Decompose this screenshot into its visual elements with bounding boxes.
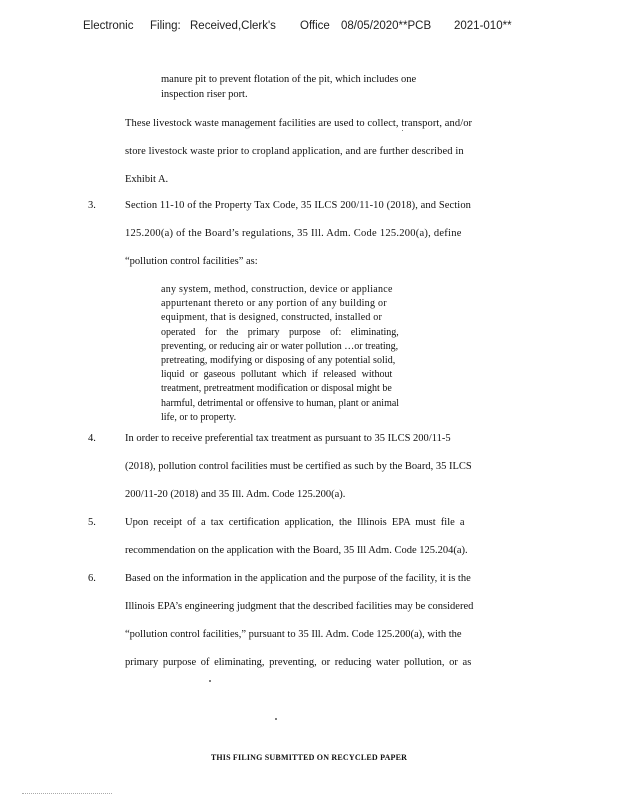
paragraph-line: recommendation on the application with the Board, 35 Ill Adm. Code 125.204(a). — [125, 545, 468, 556]
quote-line: any system, method, construction, device or appliance — [161, 284, 393, 295]
item-5-text — [125, 509, 468, 565]
quote-line: preventing, or reducing air or water pollution …or treating, — [161, 340, 399, 352]
continuation-line-2: inspection riser port. — [161, 89, 248, 100]
item-3-text — [125, 192, 471, 276]
paragraph-line: 200/11-20 (2018) and 35 Ill. Adm. Code 125.200(a). — [125, 489, 346, 500]
quote-line: operated for the primary purpose of: eliminating, — [161, 326, 399, 338]
item-4-number: 4. — [88, 433, 96, 444]
header-received: Received,Clerk's — [190, 20, 276, 32]
header-electronic: Electronic — [83, 20, 134, 32]
pollution-control-definition-quote — [161, 283, 451, 425]
paragraph-line: (2018), pollution control facilities must be certified as such by the Board, 35 ILCS — [125, 461, 472, 472]
paragraph-line: Illinois EPA’s engineering judgment that the described facilities may be considered — [125, 601, 474, 612]
paragraph-line: Upon receipt of a tax certification application, the Illinois EPA must file a — [125, 517, 465, 528]
paragraph-line: “pollution control facilities,” pursuant to 35 Ill. Adm. Code 125.200(a), with the — [125, 629, 462, 640]
paragraph-line: 125.200(a) of the Board’s regulations, 35 Ill. Adm. Code 125.200(a), define — [125, 228, 462, 239]
quote-line: pretreating, modifying or disposing of any potential solid, — [161, 355, 396, 367]
paragraph-line: primary purpose of eliminating, preventing, or reducing water pollution, or as — [125, 657, 472, 668]
quote-line: liquid or gaseous pollutant which if released without — [161, 369, 393, 381]
scan-speck — [402, 130, 403, 131]
paragraph-line: Exhibit A. — [125, 174, 169, 185]
paragraph-line: These livestock waste management facilities are used to collect, transport, and/or — [125, 118, 473, 129]
item-6-text — [125, 565, 473, 677]
item-5-number: 5. — [88, 517, 96, 528]
item-3-number: 3. — [88, 200, 96, 211]
paragraph-line: Section 11-10 of the Property Tax Code, 35 ILCS 200/11-10 (2018), and Section — [125, 200, 472, 211]
paragraph-line: In order to receive preferential tax treatment as pursuant to 35 ILCS 200/11-5 — [125, 433, 451, 444]
quote-line: equipment, that is designed, constructed, installed or — [161, 312, 383, 324]
quote-line: appurtenant thereto or any portion of any building or — [161, 298, 387, 310]
bottom-edge-mark — [22, 793, 112, 794]
paragraph-line: “pollution control facilities” as: — [125, 256, 258, 267]
header-case-number: 2021-010** — [454, 20, 512, 32]
quote-line: harmful, detrimental or offensive to human, plant or animal — [161, 397, 400, 409]
header-date: 08/05/2020**PCB — [341, 20, 432, 32]
scan-speck — [209, 680, 211, 682]
quote-line: treatment, pretreatment modification or disposal might be — [161, 383, 392, 395]
header-office: Office — [300, 20, 330, 32]
item-6-number: 6. — [88, 573, 96, 584]
paragraph-line: store livestock waste prior to cropland application, and are further described in — [125, 146, 464, 157]
header-filing: Filing: — [150, 20, 181, 32]
paragraph-livestock-facilities — [125, 110, 472, 194]
paragraph-line: Based on the information in the application and the purpose of the facility, it is the — [125, 573, 471, 584]
recycled-paper-footer: THIS FILING SUBMITTED ON RECYCLED PAPER — [210, 753, 408, 762]
continuation-line-1: manure pit to prevent flotation of the pit, which includes one — [161, 74, 417, 85]
scan-speck — [275, 718, 277, 720]
item-4-text — [125, 425, 472, 509]
quote-line: life, or to property. — [161, 411, 237, 423]
